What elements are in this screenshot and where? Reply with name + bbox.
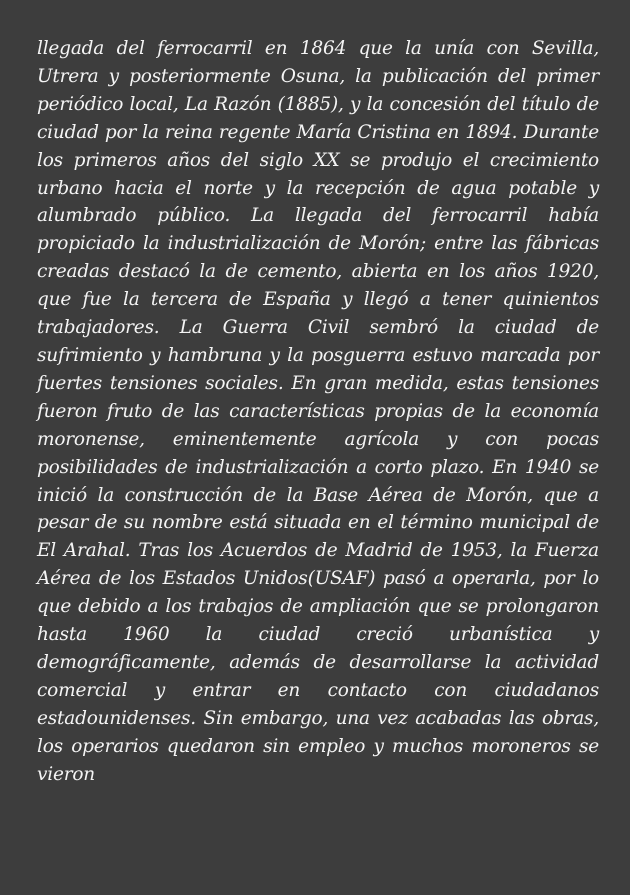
body-paragraph: llegada del ferrocarril en 1864 que la unía con Sevilla, Utrera y posteriormente Osuna, la publicación del primer periódico local, La Razón (1885), y la concesión del título de ciudad por la reina regente María Cristina en 1894. Durante los primeros años del siglo XX se produjo el crecimiento urbano hacia el norte y la recepción de agua potable y alumbrado público. La llegada del ferrocarril había propiciado la industrialización de Morón; entre las fábricas creadas destacó la de cemento, abierta en los años 1920, que fue la tercera de España y llegó a tener quinientos trabajadores. La Guerra Civil sembró la ciudad de sufrimiento y hambruna y la posguerra estuvo marcada por fuertes tensiones sociales. En gran medida, estas tensiones fueron fruto de las características propias de la economía moronense, eminentemente agrícola y con pocas posibilidades de industrialización a corto plazo. En 1940 se inició la construcción de la Base Aérea de Morón, que a pesar de su nombre está situada en el término municipal de El Arahal. Tras los Acuerdos de Madrid de 1953, la Fuerza Aérea de los Estados Unidos(USAF) pasó a operarla, por lo que debido a los trabajos de ampliación que se prolongaron hasta 1960 la ciudad creció urbanística y demográficamente, además de desarrollarse la actividad comercial y entrar en contacto con ciudadanos estadounidenses. Sin embargo, una vez acabadas las obras, los operarios quedaron sin empleo y muchos moroneros se vieron <box>37 38 599 785</box>
